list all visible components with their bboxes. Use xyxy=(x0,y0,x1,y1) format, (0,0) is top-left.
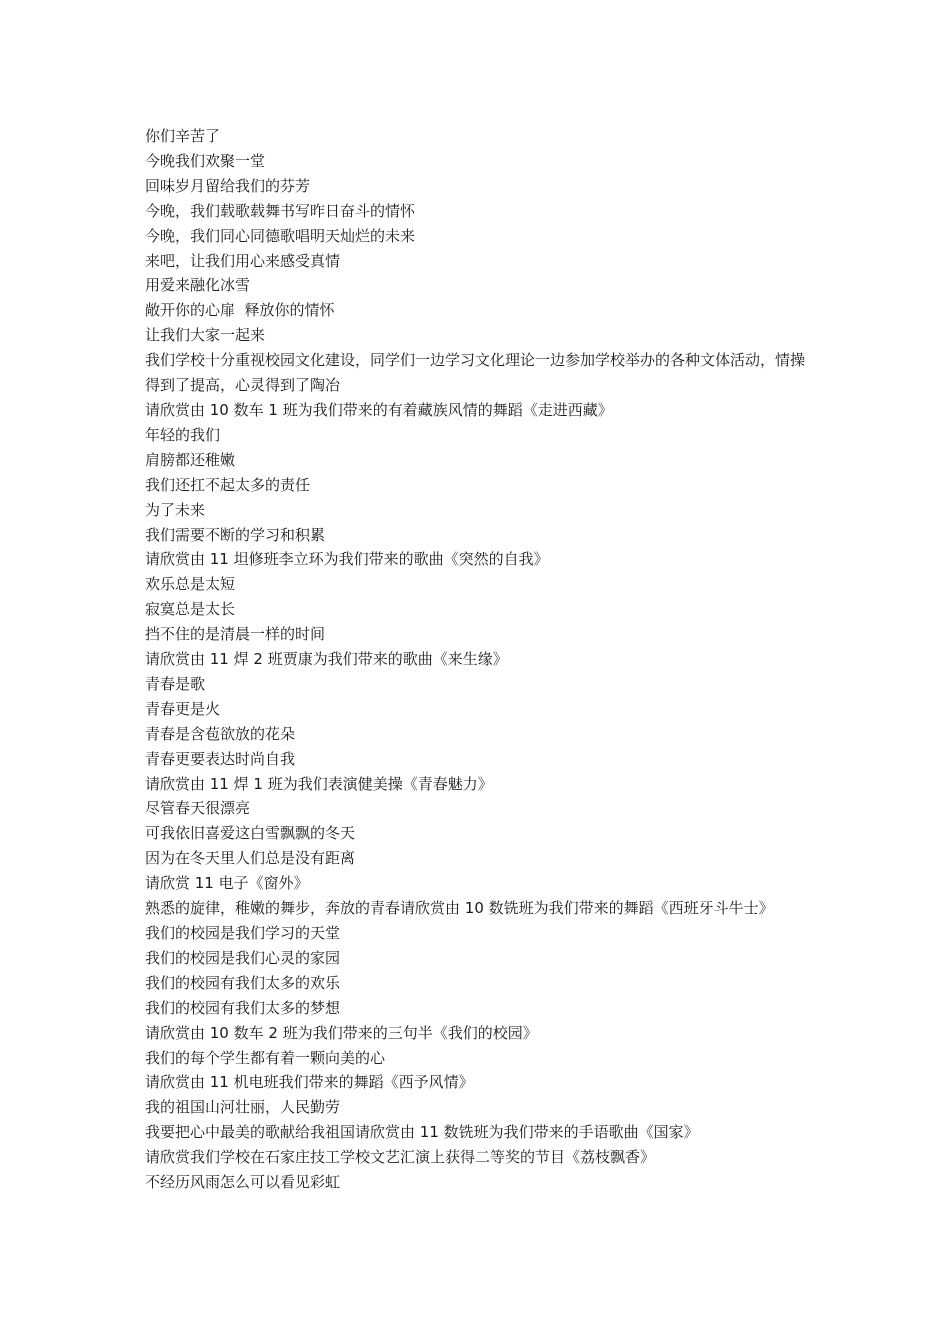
text-line: 今晚我们欢聚一堂 xyxy=(145,151,266,170)
text-line: 今晚，我们同心同德歌唱明天灿烂的未来 xyxy=(145,226,416,245)
text-line: 今晚，我们载歌载舞书写昨日奋斗的情怀 xyxy=(145,201,416,220)
text-line: 我们的校园有我们太多的梦想 xyxy=(145,998,341,1017)
text-line: 可我依旧喜爱这白雪飘飘的冬天 xyxy=(145,824,356,843)
text-line: 为了未来 xyxy=(145,500,206,519)
text-line: 我们需要不断的学习和积累 xyxy=(145,525,326,544)
text-line: 回味岁月留给我们的芬芳 xyxy=(145,176,311,195)
text-line: 请欣赏由 11 焊 2 班贾康为我们带来的歌曲《来生缘》 xyxy=(145,650,508,669)
text-line: 我们的校园是我们学习的天堂 xyxy=(145,924,341,942)
text-line: 敞开你的心扉 释放你的情怀 xyxy=(145,301,335,320)
text-line: 青春更要表达时尚自我 xyxy=(145,749,296,768)
text-line: 尽管春天很漂亮 xyxy=(145,799,251,818)
text-line: 来吧，让我们用心来感受真情 xyxy=(145,251,341,270)
text-line: 年轻的我们 xyxy=(145,425,221,444)
text-line: 我要把心中最美的歌献给我祖国请欣赏由 11 数铣班为我们带来的手语歌曲《国家》 xyxy=(145,1123,699,1142)
text-line: 因为在冬天里人们总是没有距离 xyxy=(145,849,356,868)
text-line: 请欣赏我们学校在石家庄技工学校文艺汇演上获得二等奖的节目《荔枝飘香》 xyxy=(145,1148,656,1167)
text-line: 我们还扛不起太多的责任 xyxy=(145,475,311,494)
text-line: 请欣赏由 11 机电班我们带来的舞蹈《西予风情》 xyxy=(145,1073,474,1092)
text-line: 挡不住的是清晨一样的时间 xyxy=(145,625,326,644)
text-line: 我们的校园有我们太多的欢乐 xyxy=(145,973,341,992)
text-line: 欢乐总是太短 xyxy=(145,575,236,594)
document-body xyxy=(145,124,813,1195)
text-line: 不经历风雨怎么可以看见彩虹 xyxy=(145,1173,341,1192)
text-line: 肩膀都还稚嫩 xyxy=(145,450,236,469)
text-line: 请欣赏由 11 坦修班李立环为我们带来的歌曲《突然的自我》 xyxy=(145,550,549,569)
text-line: 请欣赏由 11 焊 1 班为我们表演健美操《青春魅力》 xyxy=(145,774,493,793)
text-line: 青春是歌 xyxy=(145,674,206,693)
text-line: 我们的校园是我们心灵的家园 xyxy=(145,948,341,967)
text-line: 用爱来融化冰雪 xyxy=(145,276,251,295)
text-line: 寂寞总是太长 xyxy=(145,600,236,619)
text-line: 让我们大家一起来 xyxy=(145,326,266,345)
text-line: 我的祖国山河壮丽，人民勤劳 xyxy=(145,1098,341,1117)
text-line: 熟悉的旋律，稚嫩的舞步，奔放的青春请欣赏由 10 数铣班为我们带来的舞蹈《西班牙斗牛士》 xyxy=(145,899,774,918)
text-line: 我们学校十分重视校园文化建设，同学们一边学习文化理论一边参加学校举办的各种文体活动，情操得到了提高，心灵得到了陶冶 xyxy=(145,351,806,395)
text-line: 你们辛苦了 xyxy=(145,127,221,145)
text-line: 请欣赏由 10 数车 2 班为我们带来的三句半《我们的校园》 xyxy=(145,1023,538,1042)
text-line: 青春更是火 xyxy=(145,699,221,718)
text-line: 青春是含苞欲放的花朵 xyxy=(145,724,296,743)
text-line: 请欣赏由 10 数车 1 班为我们带来的有着藏族风情的舞蹈《走进西藏》 xyxy=(145,400,613,419)
text-line: 请欣赏 11 电子《窗外》 xyxy=(145,874,309,893)
text-line: 我们的每个学生都有着一颗向美的心 xyxy=(145,1048,386,1067)
